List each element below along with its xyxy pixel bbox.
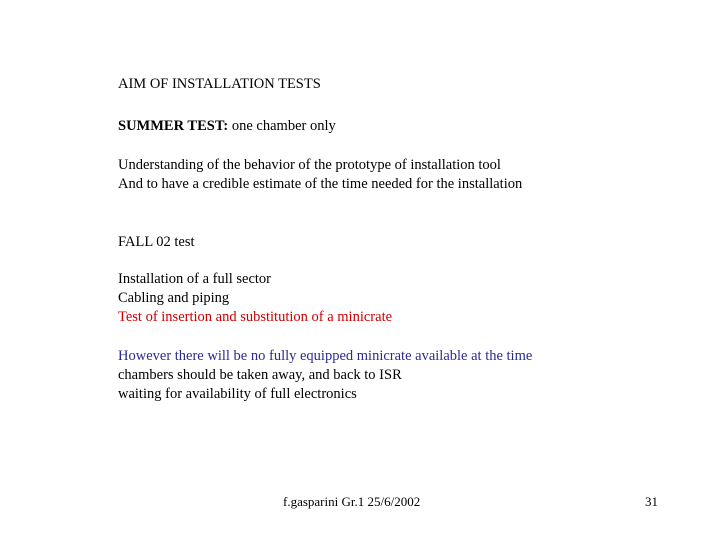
fall-item-minicrate-test: Test of insertion and substitution of a minicrate — [118, 309, 393, 325]
page-number: 31 — [645, 494, 658, 509]
understanding-line-2: And to have a credible estimate of the time needed for the installation — [118, 176, 523, 192]
summer-test-label: SUMMER TEST: — [118, 118, 229, 134]
fall-item-cabling: Cabling and piping — [118, 290, 230, 306]
however-line-3: waiting for availability of full electronics — [118, 386, 357, 402]
fall-heading: FALL 02 test — [118, 234, 195, 250]
footer-author: f.gasparini Gr.1 25/6/2002 — [283, 494, 421, 509]
slide-title: AIM OF INSTALLATION TESTS — [118, 76, 321, 92]
fall-item-installation: Installation of a full sector — [118, 271, 272, 287]
understanding-line-1: Understanding of the behavior of the prototype of installation tool — [118, 157, 501, 173]
summer-test-line — [118, 117, 336, 135]
however-line-2: chambers should be taken away, and back to ISR — [118, 367, 402, 383]
however-line-1: However there will be no fully equipped minicrate available at the time — [118, 348, 533, 364]
summer-test-text: one chamber only — [228, 118, 336, 134]
